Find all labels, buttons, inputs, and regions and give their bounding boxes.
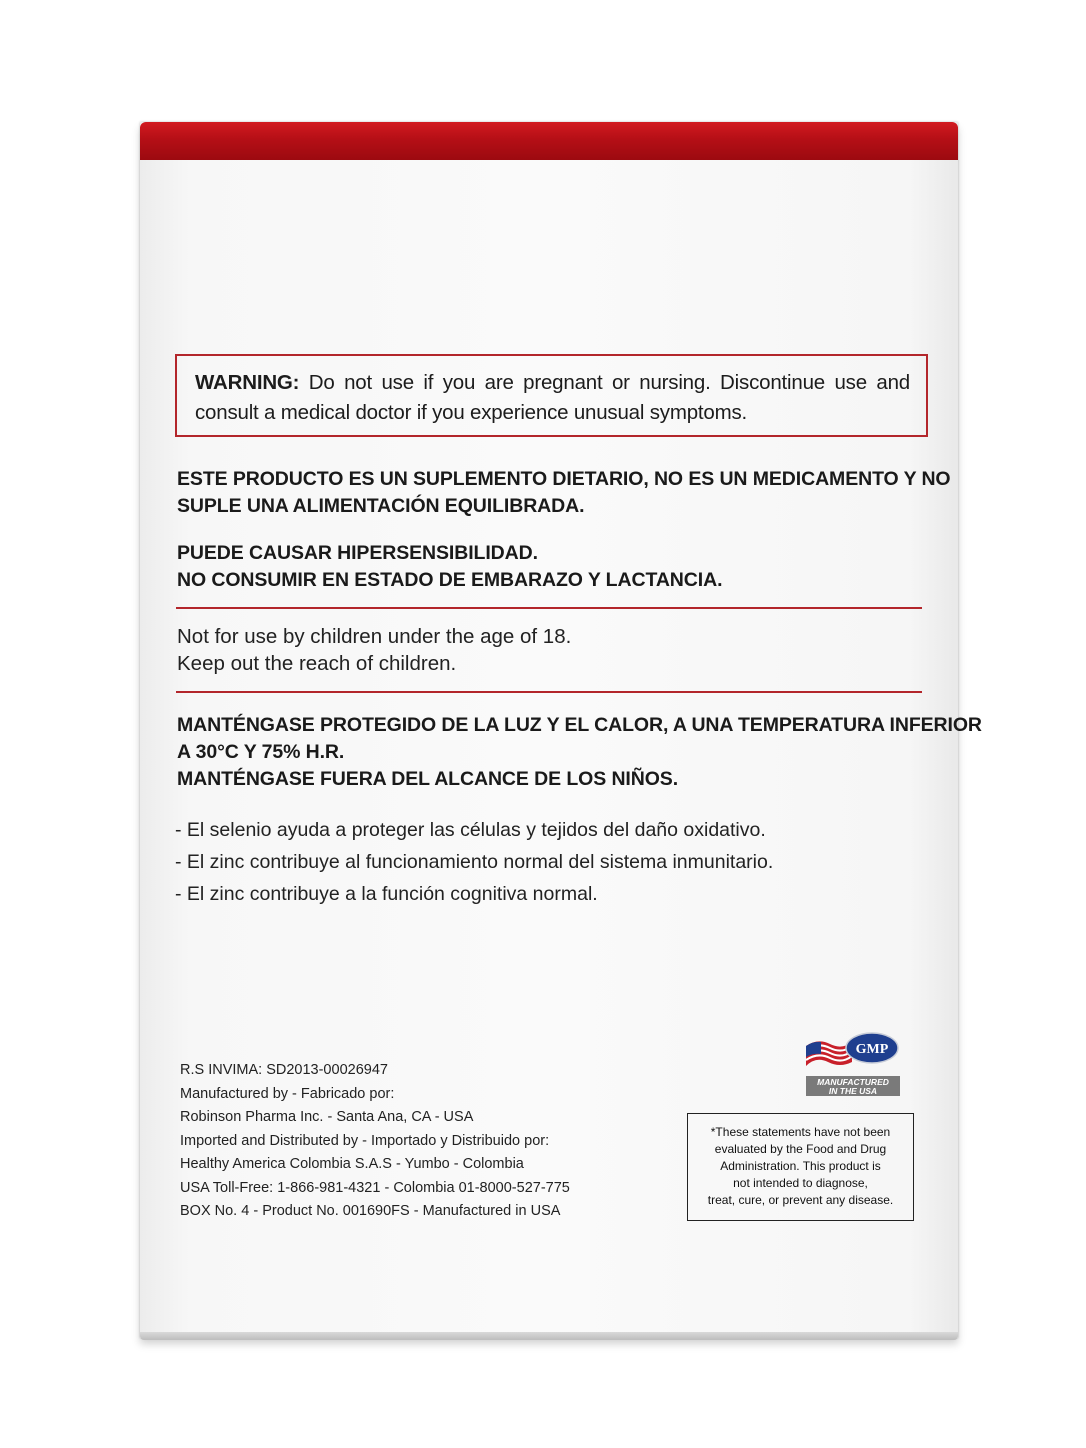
- fda-disclaimer-box: [687, 1113, 914, 1221]
- children-notice: [177, 623, 571, 677]
- storage-instructions: [177, 712, 982, 793]
- importer-label: Imported and Distributed by - Importado y Distribuido por:: [180, 1132, 550, 1149]
- hypersensitivity-notice: [177, 540, 722, 594]
- fda-line: *These statements have not been: [710, 1125, 891, 1139]
- box-bottom-edge: [140, 1332, 958, 1340]
- children-notice-line-2: Keep out the reach of children.: [177, 652, 457, 675]
- fda-line: evaluated by the Food and Drug: [714, 1142, 887, 1156]
- supplement-disclaimer: [177, 466, 951, 520]
- importer-name: Healthy America Colombia S.A.S - Yumbo - Colombia: [180, 1156, 524, 1172]
- usa-flag-icon: [806, 1041, 852, 1066]
- top-red-band: [140, 122, 958, 160]
- benefits-list: [175, 816, 875, 912]
- fda-line: not intended to diagnose,: [733, 1176, 868, 1190]
- manufactured-by-label: Manufactured by - Fabricado por:: [180, 1085, 395, 1102]
- gmp-banner-line-1: MANUFACTURED: [817, 1077, 889, 1087]
- toll-free-numbers: USA Toll-Free: 1-866-981-4321 - Colombia 01-8000-527-775: [180, 1179, 570, 1196]
- benefit-item: - El zinc contribuye a la función cognitiva normal.: [175, 883, 598, 905]
- gmp-banner-line-2: IN THE USA: [828, 1086, 878, 1096]
- storage-line-3: MANTÉNGASE FUERA DEL ALCANCE DE LOS NIÑOS.: [177, 768, 679, 790]
- supplement-disclaimer-line-1: ESTE PRODUCTO ES UN SUPLEMENTO DIETARIO, NO ES UN MEDICAMENTO Y NO: [177, 468, 951, 490]
- warning-label: WARNING:: [195, 371, 300, 394]
- storage-line-2: A 30°C Y 75% H.R.: [177, 741, 345, 763]
- gmp-badge-text: GMP: [855, 1042, 889, 1057]
- fda-line: treat, cure, or prevent any disease.: [707, 1193, 894, 1207]
- supplement-disclaimer-line-2: SUPLE UNA ALIMENTACIÓN EQUILIBRADA.: [177, 495, 585, 517]
- box-product-number: BOX No. 4 - Product No. 001690FS - Manufactured in USA: [180, 1203, 561, 1219]
- registration-number: R.S INVIMA: SD2013-00026947: [180, 1062, 388, 1078]
- gmp-logo: [804, 1032, 904, 1098]
- manufacturer-info: [180, 1059, 570, 1224]
- storage-line-1: MANTÉNGASE PROTEGIDO DE LA LUZ Y EL CALOR, A UNA TEMPERATURA INFERIOR: [177, 714, 982, 736]
- divider-rule-1: [176, 607, 922, 609]
- benefit-item: - El selenio ayuda a proteger las células y tejidos del daño oxidativo.: [175, 819, 766, 841]
- hypersensitivity-line-2: NO CONSUMIR EN ESTADO DE EMBARAZO Y LACTANCIA.: [177, 569, 723, 591]
- benefit-item: - El zinc contribuye al funcionamiento normal del sistema inmunitario.: [175, 851, 774, 873]
- hypersensitivity-line-1: PUEDE CAUSAR HIPERSENSIBILIDAD.: [177, 542, 538, 564]
- manufacturer-name: Robinson Pharma Inc. - Santa Ana, CA - USA: [180, 1109, 474, 1125]
- divider-rule-2: [176, 691, 922, 693]
- warning-text: Do not use if you are pregnant or nursing. Discontinue use and consult a medical doctor if you experience unusual symptoms.: [195, 371, 910, 424]
- children-notice-line-1: Not for use by children under the age of 18.: [177, 625, 572, 648]
- warning-box: [175, 354, 928, 437]
- fda-line: Administration. This product is: [720, 1159, 881, 1173]
